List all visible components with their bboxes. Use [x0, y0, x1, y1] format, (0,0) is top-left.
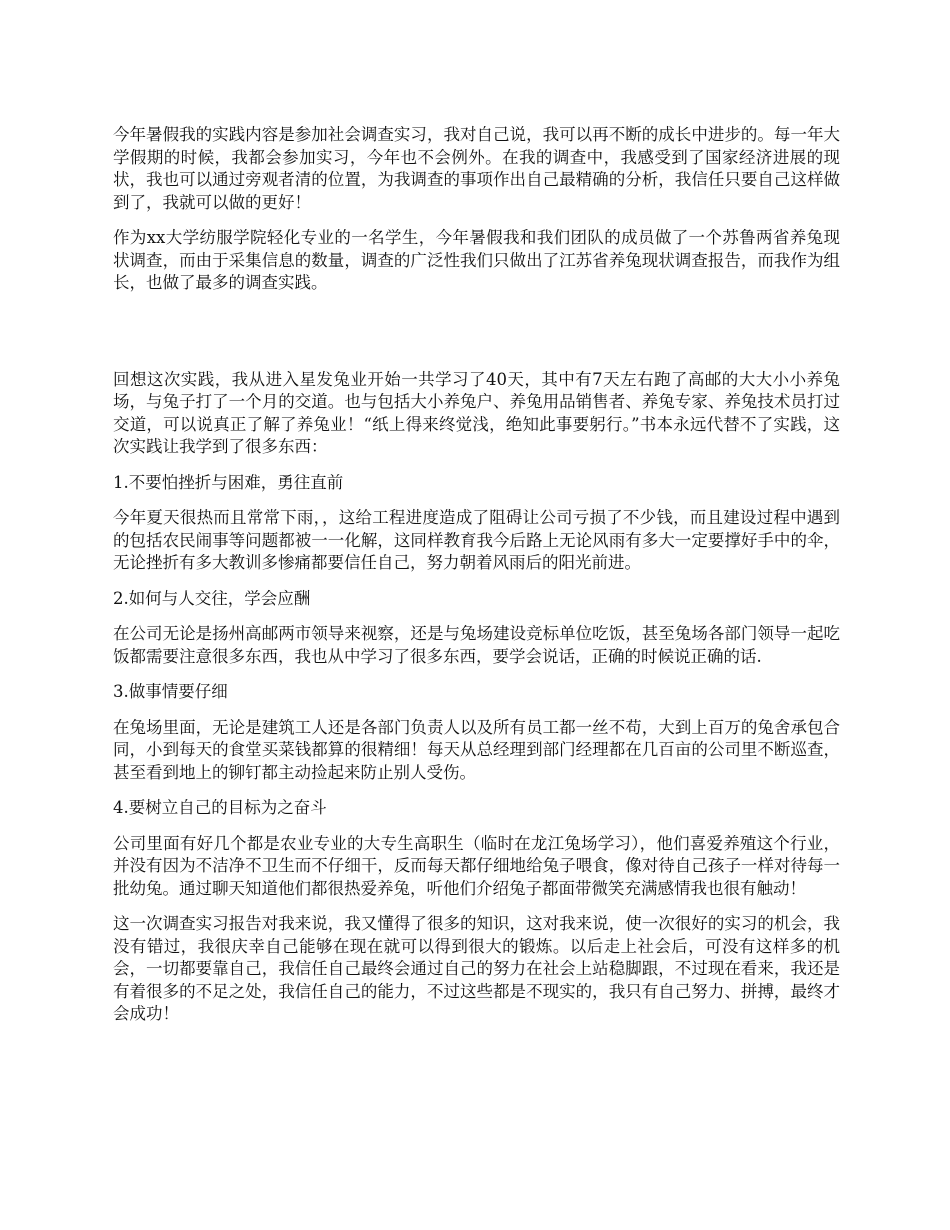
section-body-4: 公司里面有好几个都是农业专业的大专生高职生（临时在龙江兔场学习），他们喜爱养殖这个行业，并没有因为不洁净不卫生而不仔细干，反而每天都仔细地给兔子喂食，像对待自己孩子一样对待每一批幼兔。通过聊天知道他们都很热爱养兔，听他们介绍兔子都面带微笑充满感情我也很有触动！	[113, 833, 840, 898]
section-body-2: 在公司无论是扬州高邮两市领导来视察，还是与兔场建设竞标单位吃饭，甚至兔场各部门领导一起吃饭都需要注意很多东西，我也从中学习了很多东西，要学会说话，正确的时候说正确的话.	[113, 624, 840, 666]
blank-gap	[113, 308, 840, 369]
section-body-3: 在兔场里面，无论是建筑工人还是各部门负责人以及所有员工都一丝不苟，大到上百万的兔舍承包合同，小到每天的食堂买菜钱都算的很精细！每天从总经理到部门经理都在几百亩的公司里不断巡查，甚至看到地上的铆钉都主动捡起来防止别人受伤。	[113, 717, 840, 782]
intro-paragraph-1: 今年暑假我的实践内容是参加社会调查实习，我对自己说，我可以再不断的成长中进步的。每一年大学假期的时候，我都会参加实习，今年也不会例外。在我的调查中，我感受到了国家经济进展的现状，我也可以通过旁观者清的位置，为我调查的事项作出自己最精确的分析，我信任只要自己这样做到了，我就可以做的更好！	[113, 125, 840, 212]
reflection-paragraph: 回想这次实践，我从进入星发兔业开始一共学习了40天，其中有7天左右跑了高邮的大大小小养兔场，与兔子打了一个月的交道。也与包括大小养兔户、养兔用品销售者、养兔专家、养兔技术员打过交道，可以说真正了解了养兔业！“纸上得来终觉浅，绝知此事要躬行。”书本永远代替不了实践，这次实践让我学到了很多东西：	[113, 369, 840, 456]
section-body-1: 今年夏天很热而且常常下雨，，这给工程进度造成了阻碍让公司亏损了不少钱，而且建设过程中遇到的包括农民闹事等问题都被一一化解，这同样教育我今后路上无论风雨有多大一定要撑好手中的伞，无论挫折有多大教训多惨痛都要信任自己，努力朝着风雨后的阳光前进。	[113, 508, 840, 572]
document-page	[113, 124, 840, 1039]
closing-paragraph: 这一次调查实习报告对我来说，我又懂得了很多的知识，这对我来说，使一次很好的实习的机会，我没有错过，我很庆幸自己能够在现在就可以得到很大的锻炼。以后走上社会后，可没有这样多的机会，一切都要靠自己，我信任自己最终会通过自己的努力在社会上站稳脚跟，不过现在看来，我还是有着很多的不足之处，我信任自己的能力，不过这些都是不现实的，我只有自己努力、拼搏，最终才会成功！	[113, 914, 840, 1023]
section-heading-3: 3.做事情要仔细	[113, 682, 228, 701]
section-heading-2: 2.如何与人交往，学会应酬	[113, 588, 311, 608]
section-heading-4: 4.要树立自己的目标为之奋斗	[113, 798, 327, 817]
section-heading-1: 1.不要怕挫折与困难，勇往直前	[113, 472, 344, 492]
intro-paragraph-2: 作为xx大学纺服学院轻化专业的一名学生，今年暑假我和我们团队的成员做了一个苏鲁两省养兔现状调查，而由于采集信息的数量，调查的广泛性我们只做出了江苏省养兔现状调查报告，而我作为组长，也做了最多的调查实践。	[113, 228, 840, 292]
